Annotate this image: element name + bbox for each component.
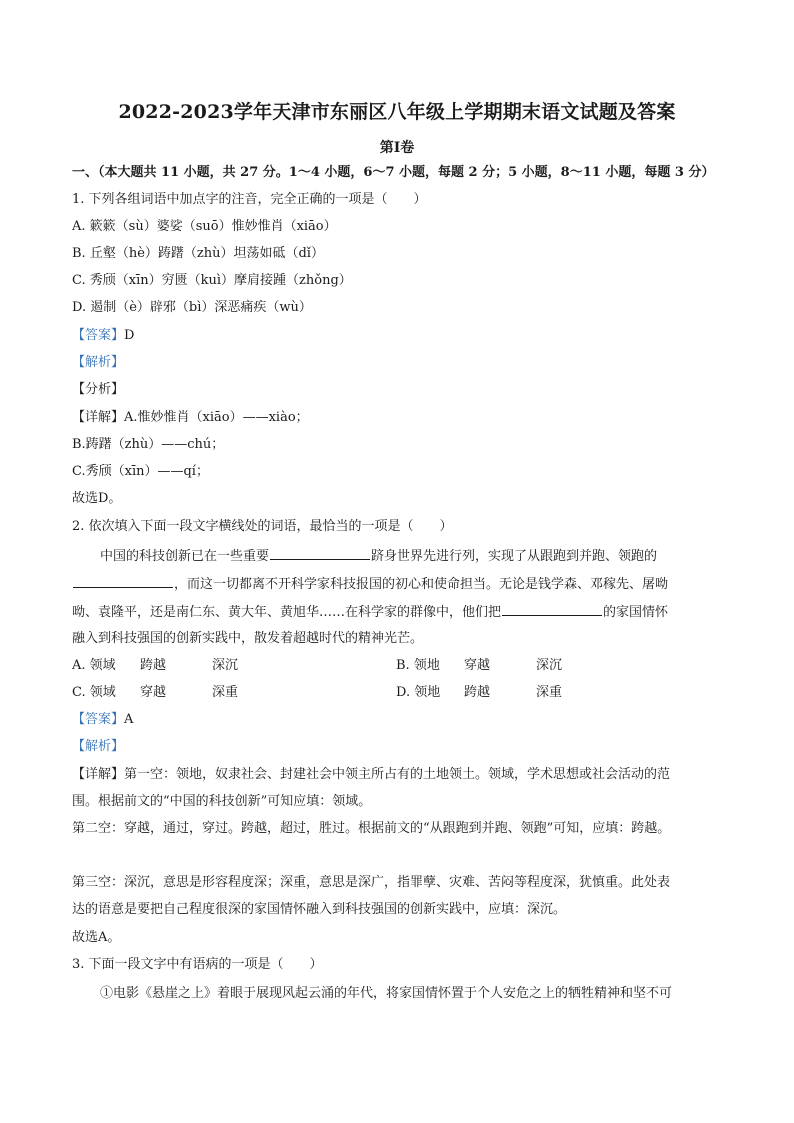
q2-conclusion: 故选A。 bbox=[72, 930, 121, 945]
q1-option-d: D. 遏制（è）辟邪（bì）深恶痛疾（wù） bbox=[72, 300, 312, 315]
q2-passage-line-2 bbox=[72, 574, 668, 594]
option-word: 跨越 bbox=[140, 658, 167, 673]
q1-option-b: B. 丘壑（hè）踌躇（zhù）坦荡如砥（dǐ） bbox=[72, 246, 324, 261]
q2-explanation-4: 第三空：深沉，意思是形容程度深；深重，意思是深广，指罪孽、灾难、苦闷等程度深，犹慎重。此处表 bbox=[72, 875, 671, 890]
option-word: C. 领域 bbox=[72, 685, 116, 700]
answer-tag: 【答案】 bbox=[72, 328, 125, 343]
fill-blank-3[interactable] bbox=[502, 602, 602, 616]
option-word: A. 领域 bbox=[72, 658, 116, 673]
answer-value: A bbox=[124, 712, 134, 727]
option-word: 跨越 bbox=[464, 685, 491, 700]
q2-passage-line-3 bbox=[72, 602, 668, 622]
q1-option-a: A. 簌簌（sù）婆娑（suō）惟妙惟肖（xiāo） bbox=[72, 219, 337, 234]
option-word: 穿越 bbox=[464, 658, 491, 673]
q2-explanation-5: 达的语意是要把自己程度很深的家国情怀融入到科技强国的创新实践中，应填：深沉。 bbox=[72, 902, 567, 917]
q1-fenxi-tag: 【分析】 bbox=[72, 382, 125, 397]
q1-detail-1 bbox=[72, 409, 309, 427]
document-title: 2022-2023学年天津市东丽区八年级上学期期末语文试题及答案 bbox=[118, 101, 676, 123]
q1-detail-3: C.秀颀（xīn）——qí； bbox=[72, 464, 209, 479]
q2-explanation-3: 第二空：穿越，通过，穿过。跨越，超过，胜过。根据前文的“从跟跑到并跑、领跑”可知，应填：跨越。 bbox=[72, 821, 671, 836]
answer-tag: 【答案】 bbox=[72, 712, 125, 727]
detail-tag: 【详解】 bbox=[72, 410, 125, 425]
option-word: 深重 bbox=[212, 685, 239, 700]
q3-passage-line-1: ①电影《悬崖之上》着眼于展现风起云涌的年代，将家国情怀置于个人安危之上的牺牲精神和坚不可 bbox=[100, 986, 673, 1001]
passage-text: 跻身世界先进行列，实现了从跟跑到并跑、领跑的 bbox=[371, 549, 658, 564]
q2-passage-line-4: 融入到科技强国的创新实践中，散发着超越时代的精神光芒。 bbox=[72, 631, 424, 646]
option-word: 深重 bbox=[536, 685, 563, 700]
volume-heading: 第Ⅰ卷 bbox=[379, 140, 415, 156]
q1-analysis-tag: 【解析】 bbox=[72, 355, 125, 370]
q1-detail-2: B.踌躇（zhù）——chú； bbox=[72, 437, 225, 452]
q2-option-b bbox=[396, 657, 562, 675]
q2-option-d bbox=[396, 684, 562, 702]
passage-text: ，而这一切都离不开科学家科技报国的初心和使命担当。无论是钱学森、邓稼先、屠呦 bbox=[174, 577, 669, 592]
answer-value: D bbox=[124, 328, 135, 343]
q1-option-c: C. 秀颀（xīn）穷匮（kuì）摩肩接踵（zhǒng） bbox=[72, 273, 352, 288]
q1-stem: 1. 下列各组词语中加点字的注音，完全正确的一项是（ ） bbox=[72, 192, 427, 207]
option-word: B. 领地 bbox=[396, 658, 440, 673]
q2-option-a bbox=[72, 657, 238, 675]
q2-analysis-tag: 【解析】 bbox=[72, 739, 125, 754]
q1-answer bbox=[72, 327, 134, 345]
q2-option-c bbox=[72, 684, 238, 702]
fill-blank-2[interactable] bbox=[73, 574, 173, 588]
option-word: 穿越 bbox=[140, 685, 167, 700]
detail-tag: 【详解】 bbox=[72, 767, 125, 782]
q2-explanation-1 bbox=[72, 766, 670, 784]
explanation-text: 第一空：领地，奴隶社会、封建社会中领主所占有的土地领土。领域，学术思想或社会活动的范 bbox=[124, 767, 671, 782]
passage-text: 的家国情怀 bbox=[603, 605, 669, 620]
q1-conclusion: 故选D。 bbox=[72, 491, 122, 506]
q2-stem: 2. 依次填入下面一段文字横线处的词语，最恰当的一项是（ ） bbox=[72, 519, 453, 534]
q3-stem: 3. 下面一段文字中有语病的一项是（ ） bbox=[72, 957, 323, 972]
detail-text: A.惟妙惟肖（xiāo）——xiào； bbox=[124, 410, 309, 425]
option-word: 深沉 bbox=[212, 658, 239, 673]
option-word: 深沉 bbox=[536, 658, 563, 673]
q2-explanation-2: 围。根据前文的“中国的科技创新”可知应填：领域。 bbox=[72, 794, 372, 809]
fill-blank-1[interactable] bbox=[270, 546, 370, 560]
passage-text: 中国的科技创新已在一些重要 bbox=[100, 549, 270, 564]
q2-passage-line-1 bbox=[100, 546, 657, 566]
q2-answer bbox=[72, 711, 133, 729]
option-word: D. 领地 bbox=[396, 685, 441, 700]
section-heading: 一、（本大题共 11 小题，共 27 分。1～4 小题，6～7 小题，每题 2 分；5 小题，8～11 小题，每题 3 分） bbox=[72, 165, 715, 180]
passage-text: 呦、袁隆平，还是南仁东、黄大年、黄旭华……在科学家的群像中，他们把 bbox=[72, 605, 502, 620]
